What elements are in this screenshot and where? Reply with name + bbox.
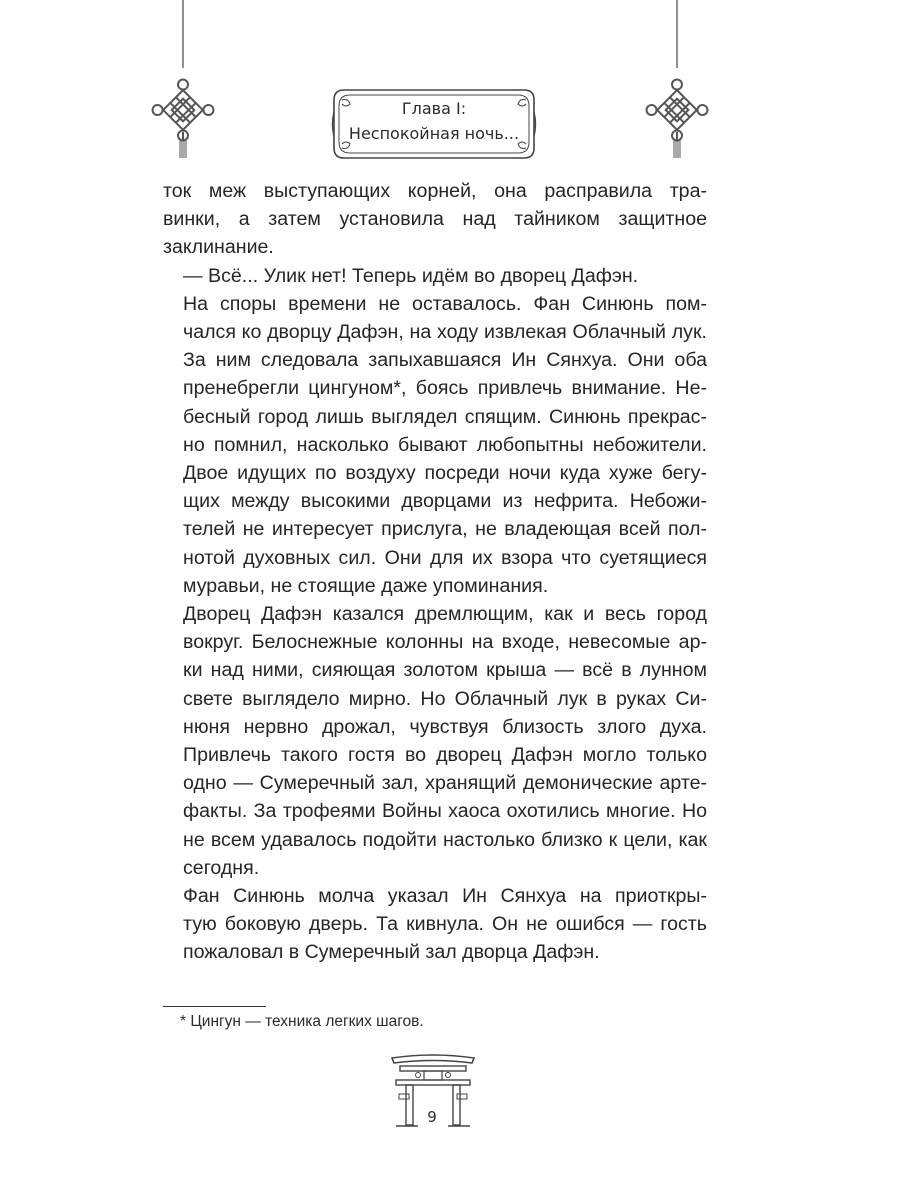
footnote: * Цингун — техника легких шагов. <box>180 1013 424 1030</box>
text-line: но помнил, насколько бывают любопытны небожители. <box>183 433 707 456</box>
text-line: На споры времени не оставалось. Фан Синюнь пом- <box>183 292 707 315</box>
text-line: пожаловал в Сумеречный зал дворца Дафэн. <box>183 941 600 964</box>
text-line: сегодня. <box>183 856 260 879</box>
text-line: муравьи, не стоящие даже упоминания. <box>183 574 549 597</box>
text-line: Двое идущих по воздуху посреди ночи куда хуже бегу- <box>183 462 707 485</box>
text-line: Фан Синюнь молча указал Ин Сянхуа на приоткры- <box>183 885 707 908</box>
text-line: щих между высокими дворцами из нефрита. Небожи- <box>183 490 707 513</box>
text-line: вокруг. Белоснежные колонны на входе, невесомые ар- <box>183 631 707 654</box>
body-text <box>163 177 707 967</box>
hanging-knot-ornament-left <box>148 0 218 164</box>
text-line: пренебрегли цингуном*, боясь привлечь внимание. Не- <box>183 377 707 400</box>
text-line: телей не интересует прислуга, не владеющая всей пол- <box>183 518 707 541</box>
chapter-title: Неспокойная ночь... <box>348 124 520 143</box>
paragraph <box>163 882 707 967</box>
text-line: нотой духовных сил. Они для их взора что суетящиеся <box>183 546 707 569</box>
text-line: нюня нервно дрожал, чувствуя близость злого духа. <box>183 715 707 738</box>
text-line: заклинание. <box>163 236 274 259</box>
paragraph <box>163 262 707 290</box>
text-line: не всем удавалось подойти настолько близко к цели, как <box>183 828 707 851</box>
paragraph <box>163 290 707 600</box>
hanging-knot-ornament-right <box>642 0 712 164</box>
text-line: свете выглядело мирно. Но Облачный лук в руках Си- <box>183 687 707 710</box>
text-line: чался ко дворцу Дафэн, на ходу извлекая Облачный лук. <box>183 321 707 344</box>
text-line: ки над ними, сияющая золотом крыша — всё в лунном <box>183 659 707 682</box>
text-line: винки, а затем установила над тайником защитное <box>163 208 707 231</box>
text-line: тую боковую дверь. Та кивнула. Он не ошибся — гость <box>183 913 707 936</box>
paragraph <box>163 177 707 262</box>
paragraph <box>163 600 707 882</box>
page-number: 9 <box>427 1108 437 1126</box>
text-line: Привлечь такого гостя во дворец Дафэн могло только <box>183 744 707 767</box>
text-line: бесный город лишь выглядел спящим. Синюнь прекрас- <box>183 405 707 428</box>
footnote-divider <box>163 1006 266 1007</box>
chapter-label: Глава I: <box>401 99 467 118</box>
text-line: ток меж выступающих корней, она расправила тра- <box>163 180 707 202</box>
text-line: — Всё... Улик нет! Теперь идём во дворец Дафэн. <box>183 264 639 287</box>
text-line: одно — Сумеречный зал, хранящий демонические арте- <box>183 772 707 795</box>
chapter-header <box>330 86 538 162</box>
text-line: факты. За трофеями Войны хаоса охотились многие. Но <box>183 800 707 823</box>
text-line: За ним следовала запыхавшаяся Ин Сянхуа. Они оба <box>183 349 707 372</box>
text-line: Дворец Дафэн казался дремлющим, как и весь город <box>183 603 707 626</box>
